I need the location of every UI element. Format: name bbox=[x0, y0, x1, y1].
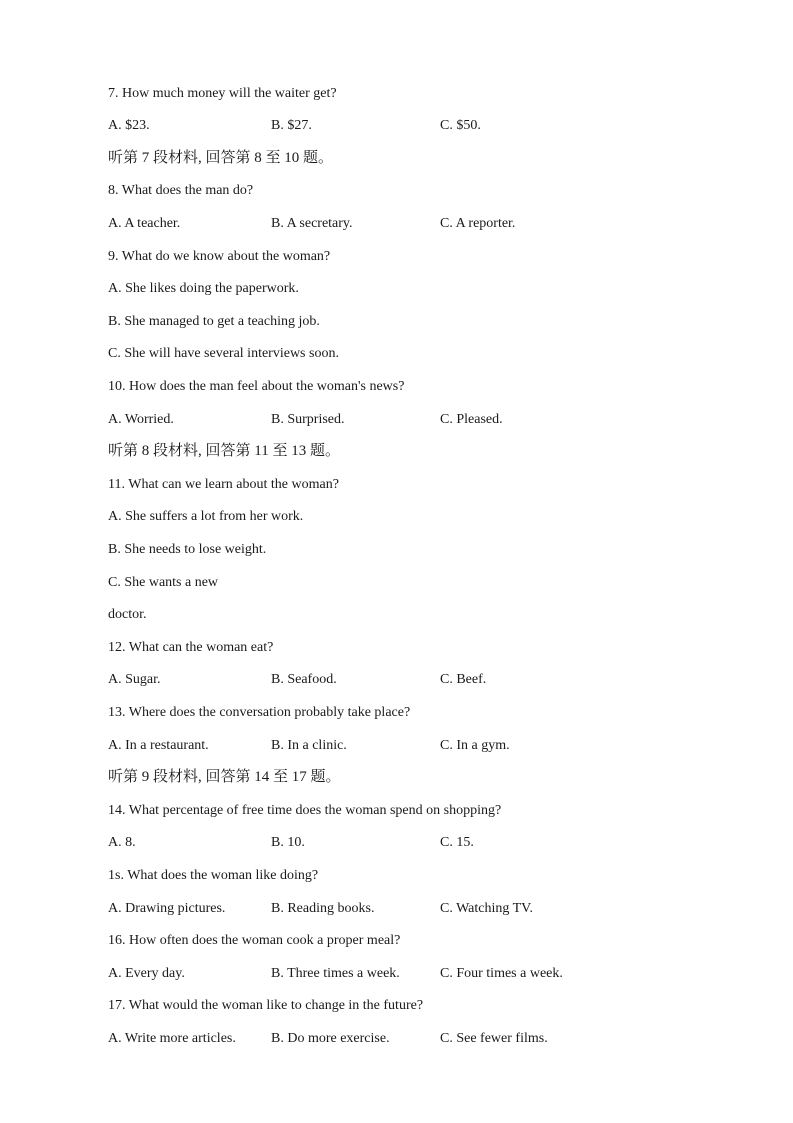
option-a: A. Worried. bbox=[108, 412, 174, 427]
option-c: C. 15. bbox=[440, 835, 474, 850]
option-b: B. Do more exercise. bbox=[271, 1031, 390, 1046]
option-a: A. In a restaurant. bbox=[108, 738, 209, 753]
option-c: C. In a gym. bbox=[440, 738, 510, 753]
option-a: A. Sugar. bbox=[108, 672, 161, 687]
option-b: B. In a clinic. bbox=[271, 738, 347, 753]
option-9c: C. She will have several interviews soon. bbox=[108, 346, 339, 361]
option-b: B. A secretary. bbox=[271, 216, 353, 231]
option-b: B. $27. bbox=[271, 118, 312, 133]
section-heading-8: 听第 8 段材料, 回答第 11 至 13 题。 bbox=[108, 443, 340, 459]
option-c: C. A reporter. bbox=[440, 216, 516, 231]
option-b: B. Reading books. bbox=[271, 901, 375, 916]
option-a: A. $23. bbox=[108, 118, 150, 133]
option-9b: B. She managed to get a teaching job. bbox=[108, 314, 320, 329]
question-10: 10. How does the man feel about the woman's news? bbox=[108, 379, 405, 394]
option-b: B. Seafood. bbox=[271, 672, 337, 687]
option-b: B. Surprised. bbox=[271, 412, 345, 427]
option-b: B. Three times a week. bbox=[271, 966, 400, 981]
question-15: 1s. What does the woman like doing? bbox=[108, 868, 319, 883]
option-c: C. Watching TV. bbox=[440, 901, 533, 916]
question-13: 13. Where does the conversation probably take place? bbox=[108, 705, 411, 720]
option-c: C. Four times a week. bbox=[440, 966, 563, 981]
option-b: B. 10. bbox=[271, 835, 305, 850]
option-11a: A. She suffers a lot from her work. bbox=[108, 509, 304, 524]
option-a: A. Every day. bbox=[108, 966, 185, 981]
option-c: C. See fewer films. bbox=[440, 1031, 548, 1046]
question-14: 14. What percentage of free time does the woman spend on shopping? bbox=[108, 803, 502, 818]
option-11c-continued: doctor. bbox=[108, 607, 147, 622]
option-11c: C. She wants a new bbox=[108, 575, 219, 590]
option-a: A. Write more articles. bbox=[108, 1031, 236, 1046]
option-a: A. 8. bbox=[108, 835, 136, 850]
question-7: 7. How much money will the waiter get? bbox=[108, 86, 337, 101]
section-heading-9: 听第 9 段材料, 回答第 14 至 17 题。 bbox=[108, 769, 341, 785]
option-c: C. Pleased. bbox=[440, 412, 503, 427]
question-9: 9. What do we know about the woman? bbox=[108, 249, 331, 264]
option-c: C. $50. bbox=[440, 118, 481, 133]
question-17: 17. What would the woman like to change in the future? bbox=[108, 998, 424, 1013]
option-a: A. A teacher. bbox=[108, 216, 181, 231]
option-9a: A. She likes doing the paperwork. bbox=[108, 281, 299, 296]
question-16: 16. How often does the woman cook a proper meal? bbox=[108, 933, 401, 948]
option-a: A. Drawing pictures. bbox=[108, 901, 226, 916]
option-c: C. Beef. bbox=[440, 672, 487, 687]
option-11b: B. She needs to lose weight. bbox=[108, 542, 267, 557]
question-8: 8. What does the man do? bbox=[108, 183, 254, 198]
section-heading-7: 听第 7 段材料, 回答第 8 至 10 题。 bbox=[108, 150, 334, 166]
question-11: 11. What can we learn about the woman? bbox=[108, 477, 339, 492]
question-12: 12. What can the woman eat? bbox=[108, 640, 274, 655]
